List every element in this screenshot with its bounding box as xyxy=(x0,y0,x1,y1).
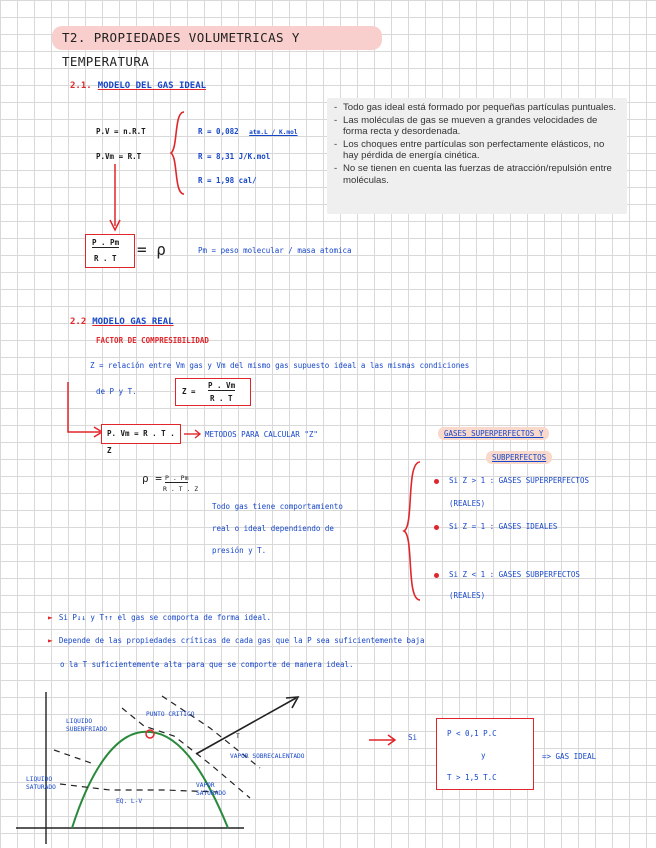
real-or-ideal-line3: presión y T. xyxy=(212,546,267,555)
z-formula-numerator: P . Vm xyxy=(208,381,236,390)
case-ideal xyxy=(434,522,557,531)
ideal-gas-equation: P.V = n.R.T xyxy=(96,127,146,136)
subcooled-liquid-label: LIQUIDO SUBENFRIADO xyxy=(66,718,107,733)
real-or-ideal-line1: Todo gas tiene comportamiento xyxy=(212,502,343,511)
case-subperfect-text: Si Z < 1 : GASES SUBPERFECTOS xyxy=(449,570,580,579)
r-constant-cal: R = 1,98 cal/ xyxy=(198,176,257,185)
section-number: 2.1. xyxy=(70,81,92,91)
case-superperfect-text: Si Z > 1 : GASES SUPERPERFECTOS xyxy=(449,476,589,485)
page-title: T2. PROPIEDADES VOLUMETRICAS Y TEMPERATURA xyxy=(52,26,382,50)
postulate-item: - Todo gas ideal está formado por pequeñas partículas puntuales. xyxy=(343,102,619,114)
case-subperfect-note: (REALES) xyxy=(449,591,486,600)
ideal-condition-box xyxy=(436,718,534,790)
section-2-2-heading xyxy=(70,317,174,327)
note-ideal-conditions xyxy=(48,613,271,622)
real-gas-equation-box: P. Vm = R . T . Z xyxy=(101,424,181,444)
condition-si-label: Si xyxy=(408,733,418,742)
postulate-item: - Los choques entre partículas son perfectamente elásticos, no hay pérdida de energía cinética. xyxy=(343,139,619,162)
density-denominator: R . T xyxy=(94,254,117,263)
right-arrow-icon xyxy=(368,734,398,746)
real-or-ideal-line2: real o ideal dependiendo de xyxy=(212,524,334,533)
section-title: MODELO GAS REAL xyxy=(92,317,174,327)
note-critical-properties xyxy=(48,636,425,645)
rho-real-left: ρ = xyxy=(142,472,162,485)
section-2-1-heading xyxy=(70,81,206,91)
curly-brace-icon xyxy=(400,460,424,602)
z-definition-line1: Z = relación entre Vm gas y Vm del mismo gas supuesto ideal a las mismas condiciones xyxy=(90,361,470,370)
molar-ideal-gas-equation: P.Vm = R.T xyxy=(96,152,142,161)
section-number: 2.2 xyxy=(70,317,87,327)
bullet-dot-icon xyxy=(434,479,439,484)
z-formula-box xyxy=(175,378,251,406)
z-definition-line2: de P y T. xyxy=(96,387,137,396)
down-arrow-icon xyxy=(108,162,122,234)
note-critical-properties-line2: o la T suficientemente alta para que se comporte de manera ideal. xyxy=(60,660,354,669)
case-superperfect xyxy=(434,476,589,485)
connector-arrow-icon xyxy=(60,380,106,440)
saturated-vapor-label: VAPOR SATURADO xyxy=(196,782,226,797)
critical-point-label: PUNTO CRITICO xyxy=(146,711,195,718)
bullet-dot-icon xyxy=(434,525,439,530)
liquid-vapor-equilibrium-label: EQ. L-V xyxy=(116,798,143,805)
r-constant-atm-value: R = 0,082 xyxy=(198,127,239,136)
postulate-item: - Las moléculas de gas se mueven a grandes velocidades de forma recta y desordenada. xyxy=(343,115,619,138)
methods-heading: METODOS PARA CALCULAR "Z" xyxy=(205,430,318,439)
r-constant-atm-units: atm.L / K.mol xyxy=(249,129,298,136)
case-subperfect xyxy=(434,570,580,579)
pressure-condition: P < 0,1 P.C xyxy=(447,729,497,738)
condition-and: y xyxy=(481,751,486,760)
bullet-dot-icon xyxy=(434,573,439,578)
gases-heading-line2: SUBPERFECTOS xyxy=(486,451,552,464)
rho-real-numerator: P . Pm xyxy=(165,474,189,482)
curly-brace-icon xyxy=(168,110,188,196)
density-rho: = ρ xyxy=(137,240,166,259)
arrow-bullet-icon: ► xyxy=(48,636,53,645)
case-superperfect-note: (REALES) xyxy=(449,499,486,508)
postulate-item: - No se tienen en cuenta las fuerzas de atracción/repulsión entre moléculas. xyxy=(343,163,619,186)
temperature-condition: T > 1,5 T.C xyxy=(447,773,497,782)
density-formula-box xyxy=(85,234,135,268)
z-formula-left: Z = xyxy=(182,387,196,396)
z-formula-denominator: R . T xyxy=(210,394,233,403)
rho-real-denominator: R . T . Z xyxy=(163,485,199,493)
arrow-bullet-icon: ► xyxy=(48,613,53,622)
ideal-gas-postulates xyxy=(327,98,627,214)
density-numerator: P . Pm xyxy=(92,238,120,247)
section-title: MODELO DEL GAS IDEAL xyxy=(97,81,207,91)
saturated-liquid-label: LIQUIDO SATURADO xyxy=(26,776,56,791)
note-ideal-conditions-text: Si P↓↓ y T↑↑ el gas se comporta de forma ideal. xyxy=(58,613,272,622)
note-critical-properties-text: Depende de las propiedades críticas de cada gas que la P sea suficientemente baja xyxy=(58,636,425,645)
ideal-gas-result: => GAS IDEAL xyxy=(542,752,597,761)
molecular-weight-note: Pm = peso molecular / masa atomica xyxy=(198,246,352,255)
r-constant-atm xyxy=(198,127,298,136)
gases-heading-line1: GASES SUPERPERFECTOS Y xyxy=(438,427,549,440)
superheated-vapor-label: VAPOR SOBRECALENTADO xyxy=(230,753,305,760)
compressibility-factor-title: FACTOR DE COMPRESIBILIDAD xyxy=(96,336,209,345)
temperature-label: T xyxy=(236,733,240,740)
r-constant-joule: R = 8,31 J/K.mol xyxy=(198,152,271,161)
case-ideal-text: Si Z = 1 : GASES IDEALES xyxy=(449,522,558,531)
right-arrow-icon xyxy=(183,428,203,440)
